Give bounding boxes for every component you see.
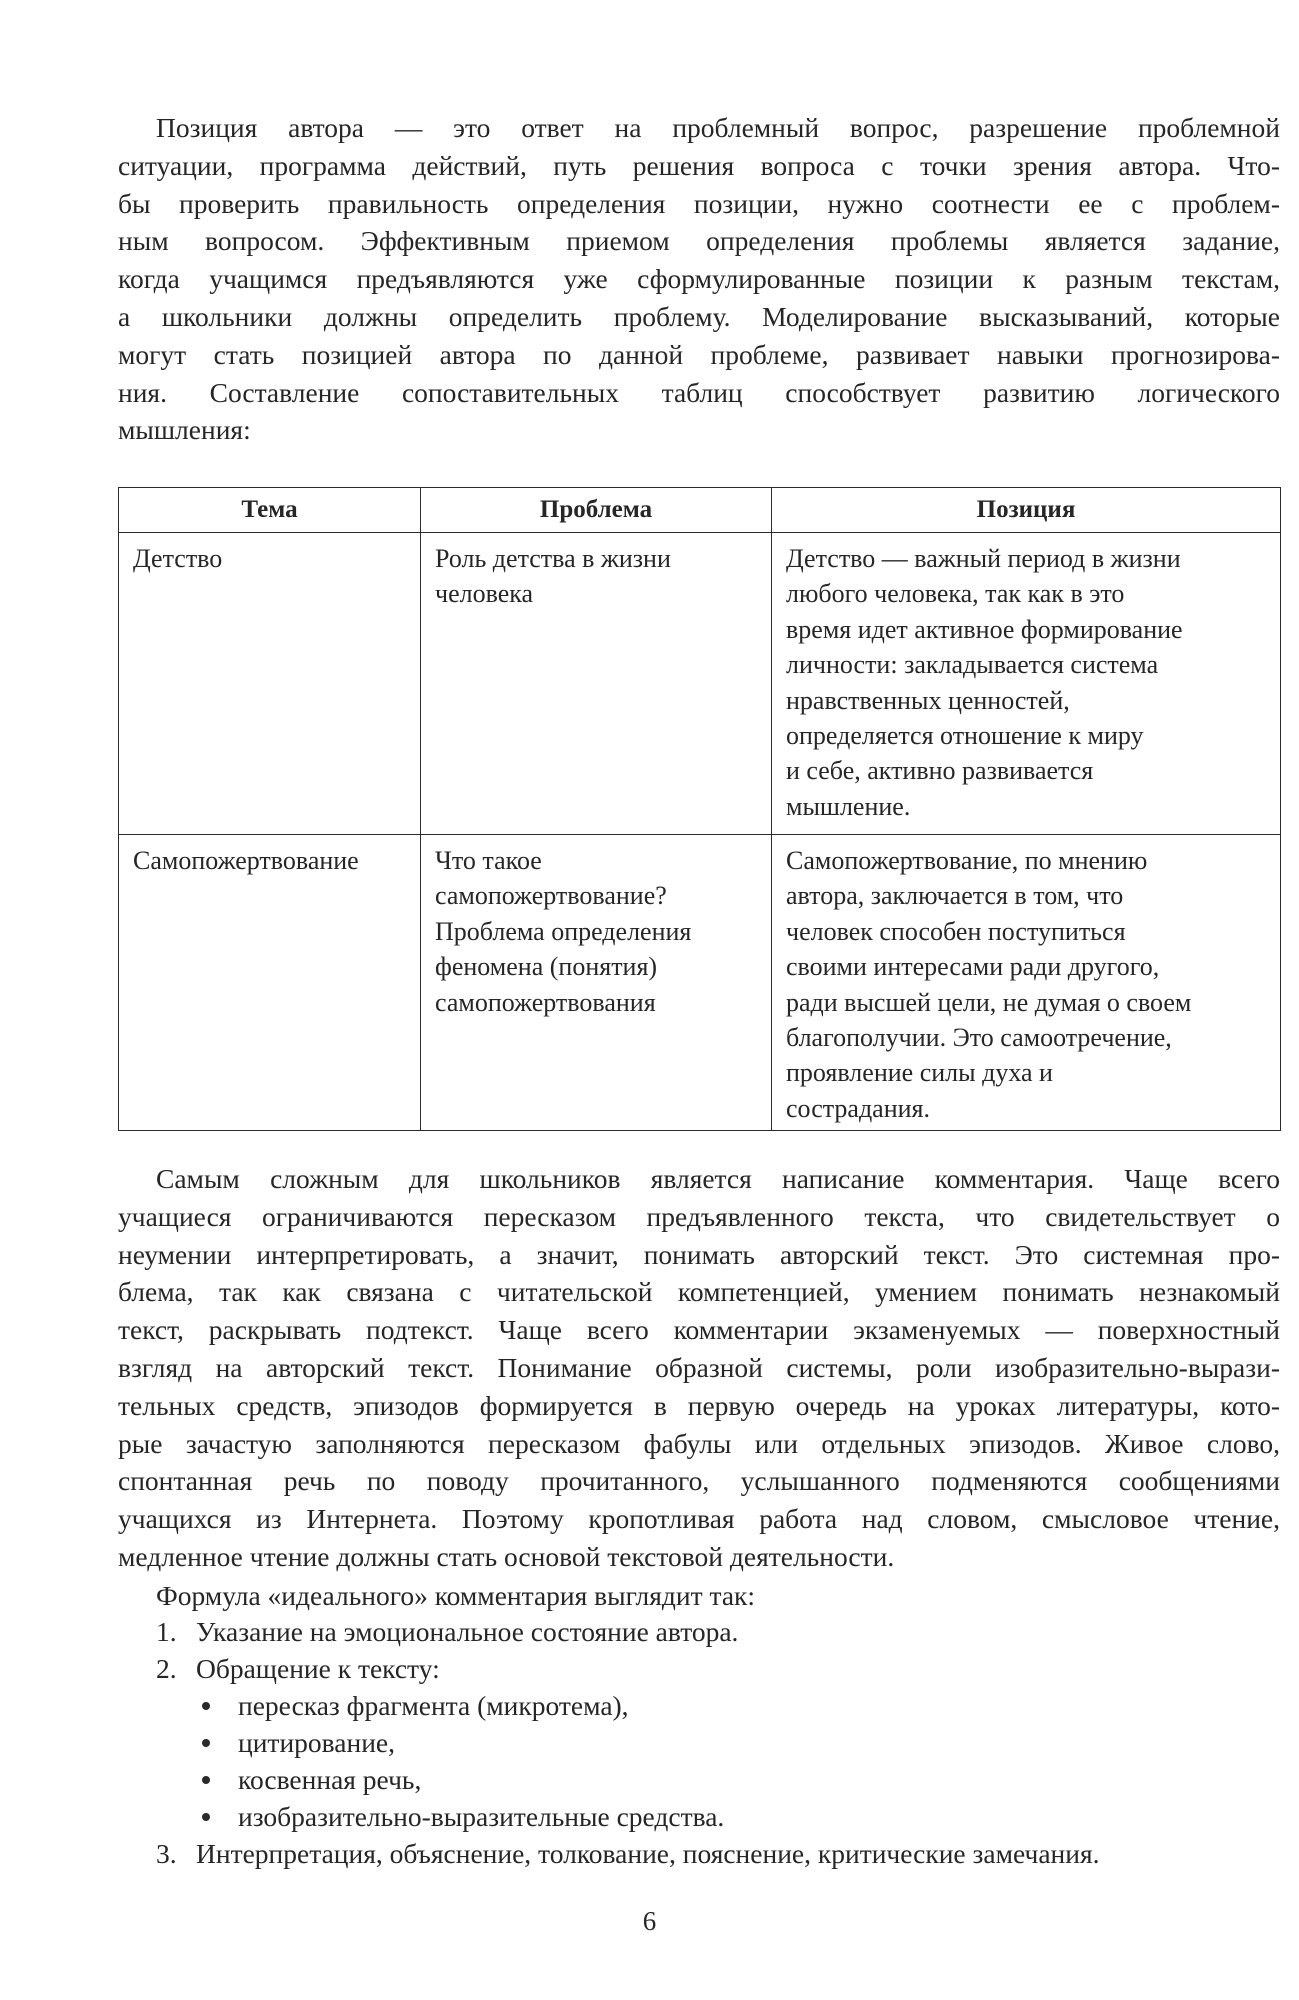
cell-line: Самопожертвование — [133, 846, 359, 875]
cell-line: и себе, активно развивается — [786, 756, 1094, 786]
cell-line: человек способен поступиться — [786, 916, 1126, 946]
cell-line: проявление силы духа и — [786, 1058, 1053, 1088]
cell-line: личности: закладывается система — [786, 650, 1159, 680]
text-line: тельных средств, эпизодов формируется в первую очередь на уроках литературы, кото- — [118, 1389, 1280, 1421]
text-line: учащиеся ограничиваются пересказом предъявленного текста, что свидетельствует о — [118, 1200, 1280, 1232]
page-number: 6 — [642, 1906, 657, 1936]
cell-line: самопожертвования — [435, 987, 656, 1017]
text-line: а школьники должны определить проблему. Моделирование высказываний, которые — [118, 300, 1280, 332]
text-line: учащихся из Интернета. Поэтому кропотливая работа над словом, смысловое чтение, — [118, 1503, 1280, 1535]
list-item-text: Указание на эмоциональное состояние автора. — [196, 1616, 739, 1647]
cell-line: сострадания. — [786, 1093, 931, 1123]
table-row — [119, 835, 1281, 1131]
text-line: мышления: — [118, 414, 251, 446]
formula-intro: Формула «идеального» комментария выглядит так: — [156, 1580, 756, 1611]
text-line: бы проверить правильность определения позиции, нужно соотнести ее с проблем- — [118, 187, 1280, 219]
text-line: спонтанная речь по поводу прочитанного, услышанного подменяются сообщениями — [118, 1465, 1280, 1497]
cell-line: феномена (понятия) — [435, 952, 658, 982]
cell-theme — [119, 533, 421, 835]
text-line: Позиция автора — это ответ на проблемный вопрос, разрешение проблемной — [156, 112, 1280, 143]
cell-line: Что такое — [435, 846, 542, 875]
bullet-icon — [202, 1702, 210, 1710]
list-number: 2. — [156, 1653, 177, 1684]
table-header-row — [119, 488, 1281, 533]
text-line: ным вопросом. Эффективным приемом определения проблемы является задание, — [118, 225, 1280, 257]
cell-line: автора, заключается в том, что — [786, 881, 1124, 911]
cell-line: любого человека, так как в это — [786, 579, 1125, 609]
cell-line: Детство — важный период в жизни — [786, 544, 1181, 573]
list-number: 1. — [156, 1616, 177, 1647]
cell-position — [772, 533, 1281, 835]
text-line: ния. Составление сопоставительных таблиц способствует развитию логического — [118, 376, 1280, 408]
bullet-item: пересказ фрагмента (микротема), — [238, 1690, 629, 1721]
bullet-icon — [202, 1776, 210, 1784]
list-item-text: Обращение к тексту: — [196, 1653, 440, 1684]
cell-line: мышление. — [786, 791, 911, 821]
comment-paragraph — [118, 1160, 1280, 1576]
text-line: блема, так как связана с читательской компетенцией, умением понимать незнакомый — [118, 1276, 1280, 1308]
cell-line: ради высшей цели, не думая о своем — [786, 987, 1192, 1017]
bullet-item: цитирование, — [238, 1727, 396, 1758]
cell-theme — [119, 835, 421, 1131]
cell-line: своими интересами ради другого, — [786, 952, 1160, 982]
text-line: текст, раскрывать подтекст. Чаще всего комментарии экзаменуемых — поверхностный — [118, 1314, 1280, 1346]
text-line: ситуации, программа действий, путь решения вопроса с точки зрения автора. Что- — [118, 149, 1280, 181]
bullet-item: изобразительно-выразительные средства. — [238, 1801, 725, 1832]
text-line: неумении интерпретировать, а значит, понимать авторский текст. Это системная про- — [118, 1238, 1280, 1270]
cell-line: Детство — [133, 544, 223, 573]
bullet-icon — [202, 1739, 210, 1747]
cell-line: Проблема определения — [435, 916, 692, 946]
cell-line: Роль детства в жизни — [435, 544, 671, 573]
cell-line: самопожертвование? — [435, 881, 667, 911]
intro-paragraph — [118, 109, 1280, 449]
cell-position — [772, 835, 1281, 1131]
list-item-text: Интерпретация, объяснение, толкование, пояснение, критические замечания. — [196, 1838, 1100, 1869]
text-line: медленное чтение должны стать основой текстовой деятельности. — [118, 1540, 895, 1572]
table-row — [119, 533, 1281, 835]
comparison-table — [118, 487, 1281, 1131]
bullet-icon — [202, 1813, 210, 1821]
column-header-position: Позиция — [772, 488, 1281, 533]
text-line: могут стать позицией автора по данной проблеме, развивает навыки прогнозирова- — [118, 338, 1280, 370]
cell-line: определяется отношение к миру — [786, 721, 1144, 751]
text-line: взгляд на авторский текст. Понимание образной системы, роли изобразительно-вырази- — [118, 1351, 1280, 1383]
cell-line: Самопожертвование, по мнению — [786, 846, 1148, 875]
text-line: когда учащимся предъявляются уже сформулированные позиции к разным текстам, — [118, 263, 1280, 295]
bullet-item: косвенная речь, — [238, 1764, 422, 1795]
cell-line: благополучии. Это самоотречение, — [786, 1023, 1172, 1053]
cell-line: время идет активное формирование — [786, 614, 1183, 644]
text-line: рые зачастую заполняются пересказом фабулы или отдельных эпизодов. Живое слово, — [118, 1427, 1280, 1459]
list-number: 3. — [156, 1838, 177, 1869]
cell-problem — [421, 533, 772, 835]
cell-line: человека — [435, 579, 534, 609]
cell-problem — [421, 835, 772, 1131]
column-header-problem: Проблема — [421, 488, 772, 533]
column-header-theme: Тема — [119, 488, 421, 533]
text-line: Самым сложным для школьников является написание комментария. Чаще всего — [156, 1163, 1280, 1194]
cell-line: нравственных ценностей, — [786, 685, 1070, 715]
